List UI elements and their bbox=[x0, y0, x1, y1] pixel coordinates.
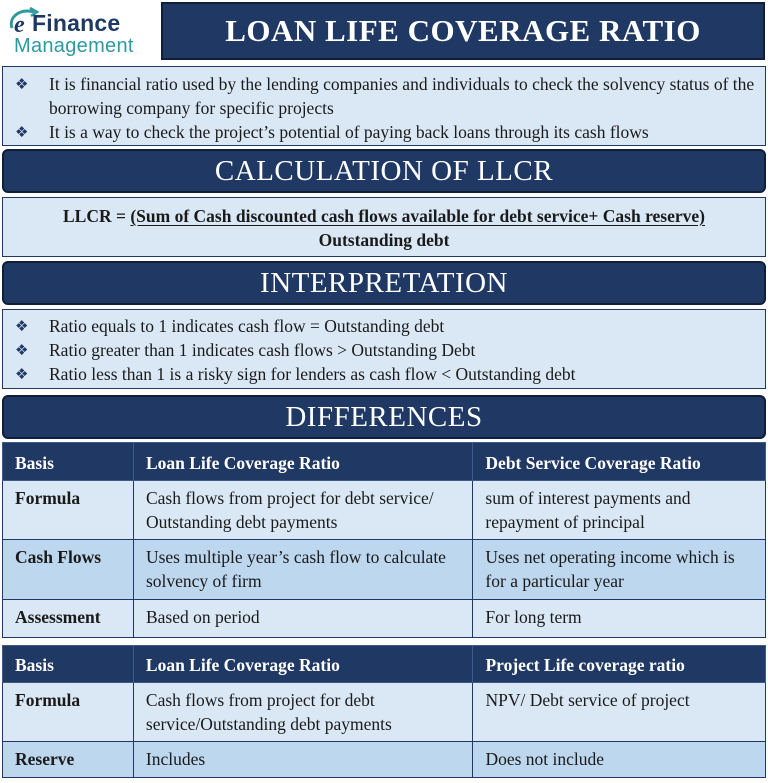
table-cell: Cash flows from project for debt service/Outstanding debt payments bbox=[133, 683, 473, 742]
calc-heading: CALCULATION OF LLCR bbox=[2, 149, 766, 193]
llcr-formula bbox=[3, 204, 765, 228]
intro-box bbox=[2, 66, 766, 146]
diamond-bullet-icon: ❖ bbox=[15, 365, 29, 383]
formula-box bbox=[2, 197, 766, 257]
logo-line-1: Finance bbox=[32, 10, 121, 36]
table-row bbox=[3, 540, 766, 600]
table-row bbox=[3, 742, 766, 778]
formula-denominator: Outstanding debt bbox=[318, 230, 450, 250]
table-row bbox=[3, 481, 766, 540]
differences-heading: DIFFERENCES bbox=[2, 395, 766, 439]
table-cell: Formula bbox=[3, 481, 134, 540]
formula-numerator: (Sum of Cash discounted cash flows available for debt service+ Cash reserve) bbox=[130, 206, 705, 226]
page-title: LOAN LIFE COVERAGE RATIO bbox=[225, 13, 701, 48]
diamond-bullet-icon: ❖ bbox=[15, 341, 29, 359]
svg-text:e: e bbox=[14, 12, 25, 36]
table-cell: Assessment bbox=[3, 600, 134, 638]
table-cell: Includes bbox=[133, 742, 473, 778]
table-header-row bbox=[3, 443, 766, 481]
table-cell: Formula bbox=[3, 683, 134, 742]
interpretation-bullet: ❖ Ratio equals to 1 indicates cash flow = Outstanding debt bbox=[15, 316, 445, 336]
table-header-cell: Loan Life Coverage Ratio bbox=[133, 646, 473, 683]
llcr-vs-plcr-table bbox=[2, 645, 766, 778]
table-cell: sum of interest payments and repayment of principal bbox=[473, 481, 766, 540]
diamond-bullet-icon: ❖ bbox=[15, 123, 29, 141]
table-row bbox=[3, 600, 766, 638]
table-cell: Reserve bbox=[3, 742, 134, 778]
table-header-cell: Debt Service Coverage Ratio bbox=[473, 443, 766, 481]
table-header-cell: Loan Life Coverage Ratio bbox=[133, 443, 472, 481]
logo-line-2: Management bbox=[14, 35, 134, 57]
table-cell: Based on period bbox=[133, 600, 472, 638]
table-cell: Does not include bbox=[473, 742, 766, 778]
table-header-cell: Project Life coverage ratio bbox=[473, 646, 766, 683]
interpretation-bullet: ❖ Ratio greater than 1 indicates cash flows > Outstanding Debt bbox=[15, 340, 476, 360]
llcr-vs-dscr-table bbox=[2, 442, 766, 638]
diamond-bullet-icon: ❖ bbox=[15, 75, 29, 93]
table-cell: NPV/ Debt service of project bbox=[473, 683, 766, 742]
intro-bullet: ❖ It is financial ratio used by the lending companies and individuals to check the solvency status of the borrowing company for specific projects bbox=[15, 74, 755, 118]
table-cell: Uses net operating income which is for a particular year bbox=[473, 540, 766, 600]
table-row bbox=[3, 683, 766, 742]
table-cell: Cash flows from project for debt service/ Outstanding debt payments bbox=[133, 481, 472, 540]
table-cell: Cash Flows bbox=[3, 540, 134, 600]
interpretation-box bbox=[2, 309, 766, 389]
table-header-cell: Basis bbox=[3, 646, 134, 683]
diamond-bullet-icon: ❖ bbox=[15, 317, 29, 335]
table-cell: Uses multiple year’s cash flow to calculate solvency of firm bbox=[133, 540, 472, 600]
interpretation-bullet: ❖ Ratio less than 1 is a risky sign for lenders as cash flow < Outstanding debt bbox=[15, 364, 576, 384]
intro-bullet: ❖ It is a way to check the project’s potential of paying back loans through its cash flows bbox=[15, 122, 649, 142]
page-title-banner bbox=[161, 2, 765, 60]
formula-lhs: LLCR = bbox=[63, 206, 131, 226]
table-cell: For long term bbox=[473, 600, 766, 638]
table-header-cell: Basis bbox=[3, 443, 134, 481]
brand-logo bbox=[2, 2, 156, 60]
table-header-row bbox=[3, 646, 766, 683]
interpretation-heading: INTERPRETATION bbox=[2, 261, 766, 305]
